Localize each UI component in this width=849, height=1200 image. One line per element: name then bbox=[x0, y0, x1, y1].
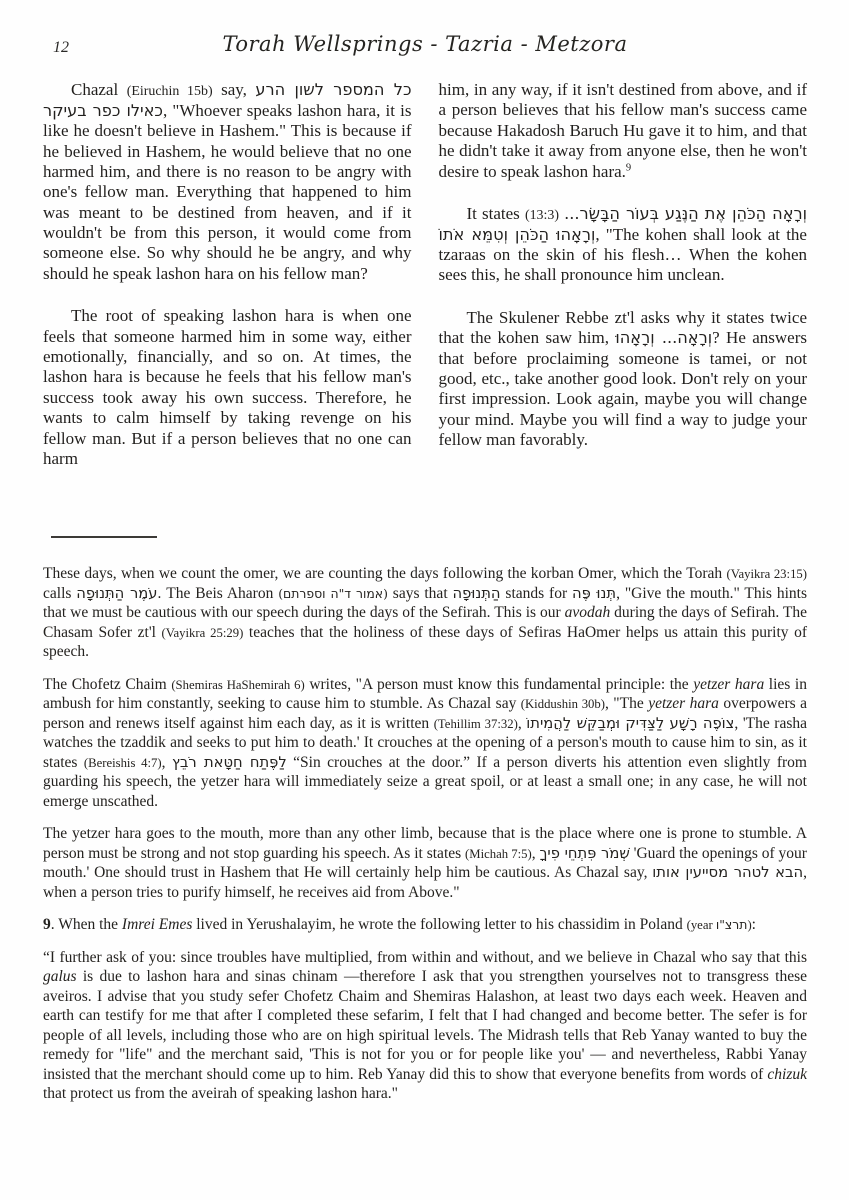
text-run: teaches that the holiness of these days of Sefiras HaOmer helps us attain this purity of speech. bbox=[43, 623, 808, 661]
paragraph bbox=[43, 824, 807, 902]
paragraph bbox=[439, 204, 808, 286]
reference-citation: (Vayikra 23:15) bbox=[726, 567, 807, 581]
reference-citation: (Vayikra 25:29) bbox=[161, 625, 244, 640]
text-run: that protect us from the aveirah of speaking lashon hara." bbox=[43, 1085, 398, 1103]
text-run: overpowers a person and renews itself against him each day, as it is written bbox=[43, 695, 808, 732]
text-run: , "Give the mouth." This hints that we must be cautious with our speech during the days of the Sefirah. This is our bbox=[43, 584, 807, 622]
hebrew-text: הבא לטהר מסייעין אותו bbox=[652, 864, 804, 882]
text-run: , "The bbox=[604, 695, 649, 713]
text-run: , when a person tries to purify himself, he receives aid from Above." bbox=[43, 864, 807, 901]
reference-citation: (Shemiras HaShemirah 6) bbox=[171, 677, 305, 692]
reference-citation: (Michah 7:5) bbox=[465, 846, 532, 861]
reference-citation: (Tehillim 37:32) bbox=[433, 716, 518, 731]
hebrew-text: תְּנוּ פֶּה bbox=[572, 584, 617, 602]
italic-term: avodah bbox=[564, 604, 611, 622]
text-run: says that bbox=[387, 584, 453, 602]
text-run: , 'The rasha watches the tzaddik and seeks to put him to death.' It crouches at the opening of a person's mouth to cause him to sin, as it states bbox=[43, 714, 808, 771]
paragraph bbox=[43, 80, 412, 284]
text-run: “Sin crouches at the door.” If a person diverts his attention even slightly from guarding his speech, the yetzer hara will immediately seize a great spoil, or at least a small one; in any case, he will not emerge unscathed. bbox=[43, 753, 807, 810]
text-run: lies in ambush for him constantly, seeking to cause him to stumble. As Chazal say bbox=[43, 675, 807, 713]
reference-citation: (Bereishis 4:7) bbox=[83, 755, 162, 770]
hebrew-text: הַתְּנוּפָה bbox=[452, 584, 501, 602]
right-column bbox=[439, 80, 808, 473]
reference-citation: ) bbox=[747, 918, 752, 933]
hebrew-text: לַפֶּתַח חַטָּאת רֹבֵץ bbox=[171, 753, 287, 771]
left-column bbox=[43, 80, 412, 491]
reference-citation: (13:3) bbox=[524, 207, 559, 223]
italic-term: chizuk bbox=[767, 1065, 807, 1083]
footnote-number: 9 bbox=[43, 916, 51, 934]
text-run: , bbox=[161, 753, 172, 771]
reference-citation: (Kiddushin 30b) bbox=[520, 697, 605, 712]
reference-citation: (year bbox=[686, 918, 716, 933]
italic-term: galus bbox=[43, 968, 77, 986]
main-text bbox=[43, 80, 807, 536]
page-header bbox=[43, 32, 807, 66]
text-run: Chazal bbox=[71, 80, 127, 99]
text-run: It states bbox=[466, 203, 525, 223]
text-run: stands for bbox=[500, 584, 572, 602]
text-run: These days, when we count the omer, we are counting the days following the korban Omer, which the Torah bbox=[43, 565, 727, 582]
reference-citation: (Eiruchin 15b) bbox=[126, 84, 213, 99]
page-title: Torah Wellsprings - Tazria - Metzora bbox=[222, 32, 628, 56]
text-run: , bbox=[517, 714, 527, 732]
text-run: The Chofetz Chaim bbox=[43, 675, 172, 693]
text-run: lived in Yerushalayim, he wrote the following letter to his chassidim in Poland bbox=[192, 916, 687, 934]
hebrew-text: צוֹפֶה רָשָׁע לַצַּדִּיק וּמְבַקֵּשׁ לַהֲמִיתוֹ bbox=[526, 714, 735, 732]
footnotes-section bbox=[43, 564, 807, 1104]
text-run: calls bbox=[43, 584, 77, 602]
text-run: 'Guard the openings of your mouth.' One should trust in Hashem that He will certainly help him be cautious. As Chazal say, bbox=[43, 844, 807, 882]
paragraph bbox=[43, 948, 807, 1104]
hebrew-text: וְרָאָה... וְרָאָהוּ bbox=[615, 328, 713, 348]
text-run: . The Beis Aharon bbox=[157, 584, 279, 602]
text-run: ? He answers that before proclaiming someone is tamei, or not good, etc., take another good look. Don't rely on your first impression. Look again, maybe you will change your mind. Maybe you will find a way to judge your fellow man favorably. bbox=[438, 328, 807, 450]
footnote-divider bbox=[51, 536, 157, 538]
text-run: , bbox=[531, 844, 540, 862]
text-run: , "Whoever speaks lashon hara, it is like he doesn't believe in Hashem." This is because if he believed in Hashem, he would believe that no one harmed him, and there is no reason to be angry with one's fellow man. Everything that happened to him was meant to be destined from heaven, and if it wouldn't be from this person, it would come from someone else. So why should he be angry, and why should he speak lashon hara on his fellow man? bbox=[43, 100, 412, 283]
text-run: say, bbox=[212, 80, 256, 99]
hebrew-reference: (אמור ד"ה וספרתם) bbox=[278, 585, 388, 601]
text-run: The root of speaking lashon hara is when one feels that someone harmed him in some way, either emotionally, financially, and so on. At times, the lashon hara is because he feels that his fellow man's success took away his own success. Therefore, he wants to calm himself by taking revenge on his fellow man. But if a person believes that no one can harm bbox=[43, 306, 412, 468]
text-run: The Skulener Rebbe zt'l asks why it states twice that the kohen saw him, bbox=[438, 307, 807, 348]
text-run: during the days of Sefirah. The Chasam Sofer zt'l bbox=[43, 604, 807, 641]
text-run: . When the bbox=[50, 916, 122, 934]
hebrew-text: עֹמֶר הַתְּנוּפָה bbox=[76, 584, 158, 602]
paragraph bbox=[439, 80, 808, 182]
paragraph bbox=[43, 306, 412, 469]
text-run: The yetzer hara goes to the mouth, more than any other limb, because that is the place where one is prone to stumble. A person must be strong and not stop guarding his speech. As it states bbox=[43, 825, 807, 862]
paragraph bbox=[43, 564, 807, 662]
paragraph bbox=[43, 675, 807, 812]
text-run: writes, "A person must know this fundamental principle: the bbox=[304, 675, 694, 693]
hebrew-reference: תרצ"ו bbox=[715, 917, 748, 933]
italic-term: yetzer hara bbox=[693, 675, 765, 693]
hebrew-text: וְרָאָה הַכֹּהֵן אֶת הַנֶּגַע בְּעוֹר הַבָּשָׂר... וְרָאָהוּ הַכֹּהֵן וְטִמֵּא אֹתוֹ bbox=[438, 203, 808, 244]
text-run: , "The kohen shall look at the tzaraas on the skin of his flesh… When the kohen sees this, he shall pronounce him unclean. bbox=[438, 224, 807, 285]
italic-term: yetzer hara bbox=[648, 695, 719, 713]
paragraph bbox=[43, 915, 807, 935]
italic-term: Imrei Emes bbox=[121, 916, 193, 934]
hebrew-text: שְׁמֹר פִּתְחֵי פִיךָ bbox=[539, 844, 630, 862]
text-run: : bbox=[751, 916, 756, 934]
paragraph bbox=[439, 308, 808, 451]
text-run: is due to lashon hara and sinas chinam —therefore I ask that you strengthen yourselves not to transgress these aveiros. I advise that you study sefer Chofetz Chaim and Shemiras Halashon, at least two days each week. Heaven and earth can testify for me that after I completed these sefarim, I felt that I had changed and become better. The sefer is for people of all levels, including those who are on high spiritual levels. The Midrash tells that Reb Yanay wanted to buy the remedy for "life" and the merchant said, 'This is not for you or for people like you' — and nevertheless, Rabbi Yanay insisted that the merchant should come up to him. Reb Yanay did this to show that everyone benefits from words of bbox=[43, 968, 807, 1083]
page-number: 12 bbox=[53, 39, 69, 56]
text-run: him, in any way, if it isn't destined from above, and if a person believes that his fellow man's success came because Hakadosh Baruch Hu gave it to him, and that he didn't take it away from anyone else, then he won't desire to speak lashon hara. bbox=[438, 80, 807, 181]
hebrew-text: כל המספר לשון הרע כאילו כפר בעיקר bbox=[43, 80, 412, 120]
footnote-ref-superscript: 9 bbox=[625, 161, 632, 173]
text-run: “I further ask of you: since troubles have multiplied, from within and without, and we believe in Chazal who say that this bbox=[43, 948, 807, 966]
